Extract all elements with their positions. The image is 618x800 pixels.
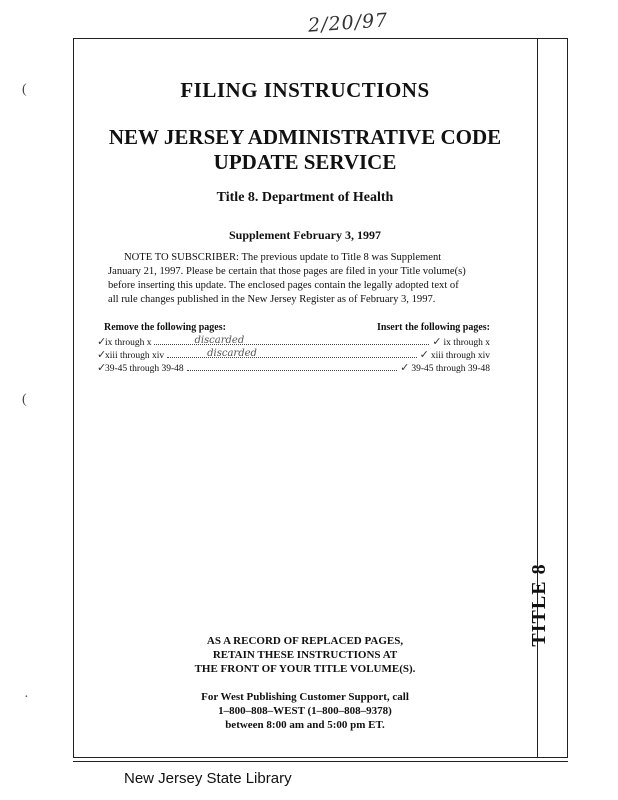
remove-header: Remove the following pages: [104, 322, 226, 333]
support-hours: between 8:00 am and 5:00 pm ET. [225, 719, 385, 731]
check-icon: ✓ [432, 336, 442, 348]
spine-label: TITLE 8 [528, 563, 550, 647]
record-instructions [73, 634, 537, 676]
code-title-line2: UPDATE SERVICE [213, 150, 397, 174]
table-row [97, 335, 490, 348]
title-section: Title 8. Department of Health [216, 190, 394, 205]
note-line: NOTE TO SUBSCRIBER: The previous update to Title 8 was Supplement [124, 252, 442, 263]
dot-leader [167, 348, 417, 359]
dot-leader [187, 370, 398, 371]
subscriber-note [108, 251, 488, 307]
check-icon: ✓ [400, 362, 410, 374]
handwritten-date: 2/20/97 [307, 9, 389, 37]
frame-bottom-rule [73, 761, 568, 762]
remove-pages: xiii through xiv [105, 351, 165, 361]
record-line: RETAIN THESE INSTRUCTIONS AT [212, 649, 398, 661]
supplement-date: Supplement February 3, 1997 [228, 228, 381, 242]
support-phone: 1–800–808–WEST (1–800–808–9378) [218, 705, 392, 717]
support-line: For West Publishing Customer Support, call [201, 691, 409, 703]
binder-hole-mark: ( [22, 82, 27, 97]
note-line: January 21, 1997. Please be certain that those pages are filed in your Title volume(s) [108, 266, 466, 277]
code-title-line1: NEW JERSEY ADMINISTRATIVE CODE [108, 125, 502, 149]
remove-pages: 39-45 through 39-48 [105, 364, 184, 374]
record-line: AS A RECORD OF REPLACED PAGES, [206, 635, 404, 647]
check-icon: ✓ [419, 349, 429, 361]
dot-leader [154, 335, 429, 346]
table-row [97, 348, 490, 361]
handwritten-note: discarded [194, 335, 245, 346]
binder-hole-mark: · [24, 690, 29, 705]
insert-pages: ix through x [443, 338, 490, 348]
table-header [104, 322, 490, 333]
library-footer: New Jersey State Library [124, 770, 292, 787]
insert-header: Insert the following pages: [376, 322, 490, 333]
customer-support [73, 690, 537, 732]
handwritten-note: discarded [207, 348, 257, 359]
check-icon: ✓ [97, 336, 107, 348]
insert-pages: xiii through xiv [430, 351, 490, 361]
note-line: all rule changes published in the New Jersey Register as of February 3, 1997. [108, 294, 436, 305]
check-icon: ✓ [97, 349, 107, 361]
remove-pages: ix through x [105, 338, 152, 348]
page-replacement-table [97, 322, 490, 374]
table-row [97, 361, 490, 374]
code-title [73, 125, 537, 175]
insert-pages: 39-45 through 39-48 [411, 364, 490, 374]
record-line: THE FRONT OF YOUR TITLE VOLUME(S). [194, 663, 416, 675]
check-icon: ✓ [97, 362, 107, 374]
binder-hole-mark: ( [22, 392, 27, 407]
page-title: FILING INSTRUCTIONS [180, 78, 430, 102]
note-line: before inserting this update. The enclosed pages contain the legally adopted text of [108, 280, 459, 291]
